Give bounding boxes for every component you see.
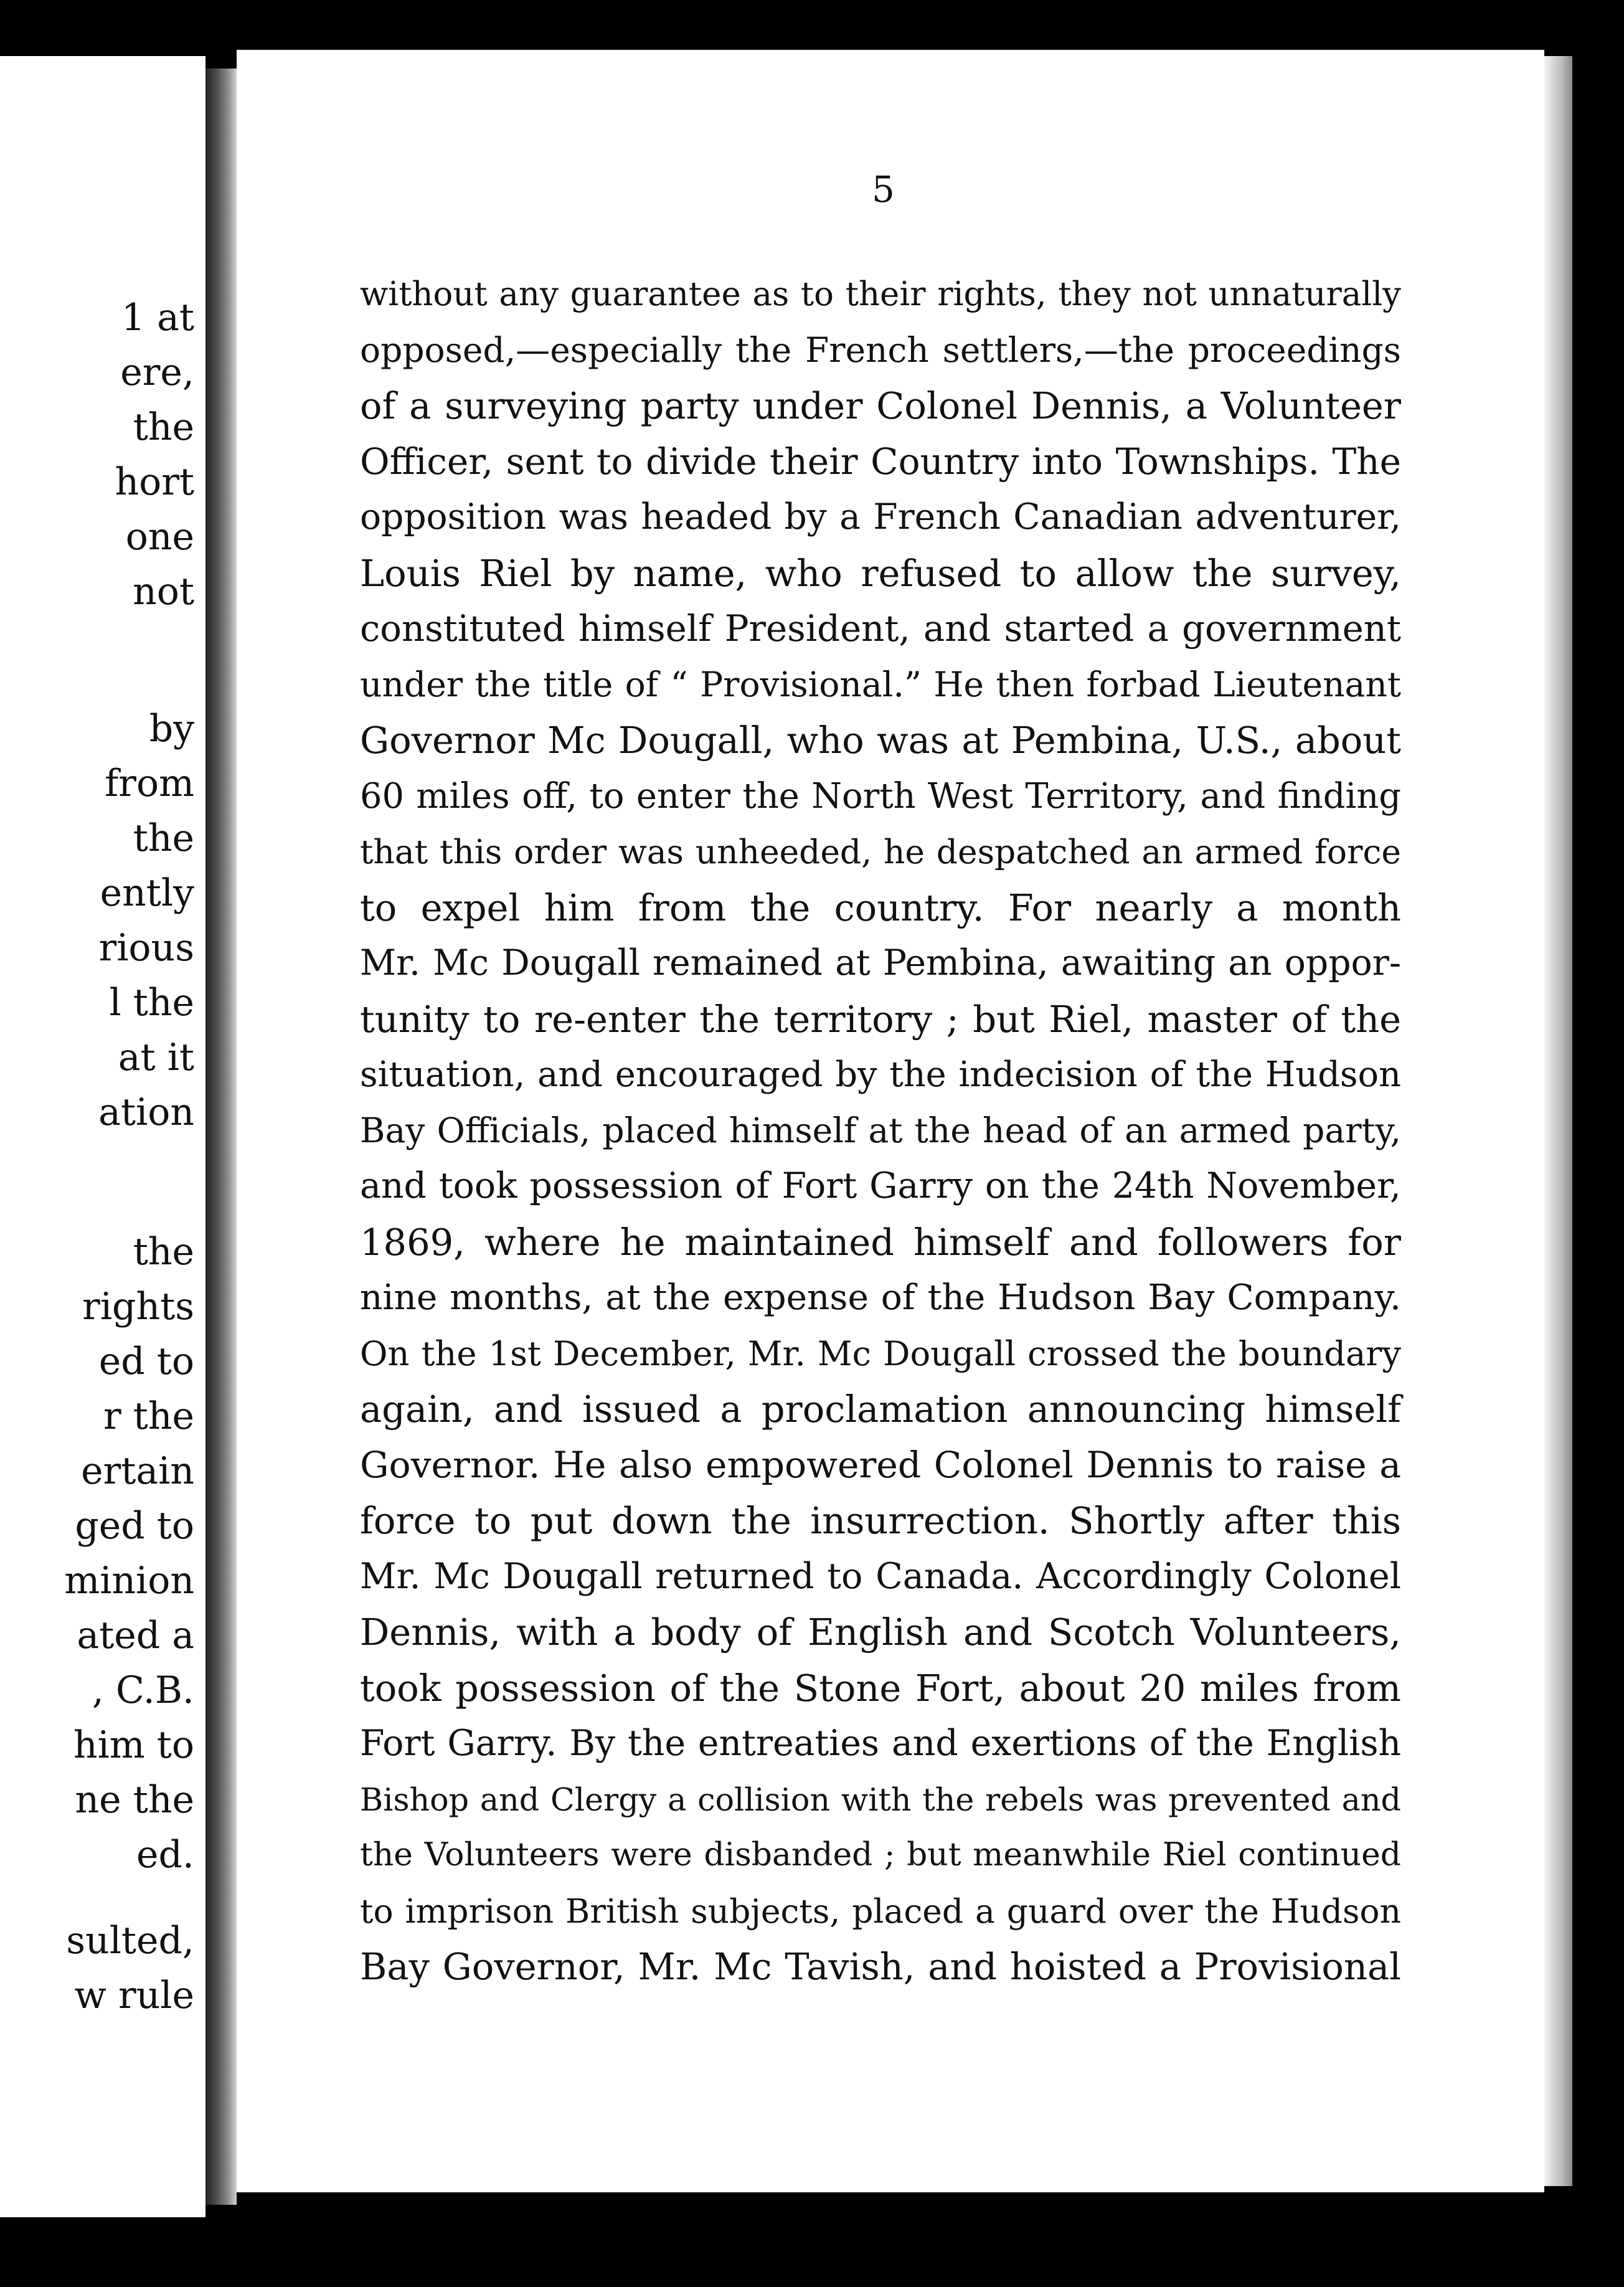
facing-page-line: ation [98,1091,194,1134]
text-line: took possession of the Stone Fort, about 20 miles from [360,1666,1401,1710]
facing-page-line: ed to [98,1340,194,1383]
facing-page-line: him to [73,1723,194,1767]
facing-page-line: one [125,515,194,559]
text-line: Dennis, with a body of English and Scotch Volunteers, [360,1611,1401,1654]
facing-page-line: l the [109,981,194,1025]
text-line: constituted himself President, and started a government [360,607,1401,650]
facing-page-line: r the [103,1394,194,1438]
text-line: tunity to re-enter the territory ; but Riel, master of the [360,997,1401,1041]
facing-page-line: ently [100,871,194,915]
facing-page-line: ne the [75,1778,194,1822]
text-line: of a surveying party under Colonel Dennis, a Volunteer [360,384,1401,427]
facing-page-line: ged to [75,1504,194,1548]
text-line: Officer, sent to divide their Country into Townships. The [360,440,1401,483]
text-line: to expel him from the country. For nearly a month [360,886,1401,929]
facing-page-line: sulted, [66,1919,194,1963]
text-line: Mr. Mc Dougall remained at Pembina, awaiting an oppor- [360,942,1401,983]
facing-page-line: hort [115,460,194,504]
facing-page-line: the [133,1230,194,1274]
text-line: force to put down the insurrection. Shortly after this [360,1499,1401,1542]
text-line: Governor. He also empowered Colonel Dennis to raise a [360,1443,1401,1486]
facing-page-line: ertain [81,1449,194,1493]
facing-page-line: rights [82,1285,194,1328]
book-gutter-shadow [205,69,237,2205]
text-line: under the title of “ Provisional.” He then forbad Lieutenant [360,664,1401,704]
text-line: Louis Riel by name, who refused to allow the survey, [360,551,1401,595]
facing-page-line: not [133,570,194,613]
facing-page-line: the [133,817,194,860]
text-line: situation, and encouraged by the indecision of the Hudson [360,1054,1401,1095]
text-line: nine months, at the expense of the Hudson Bay Company. [360,1277,1401,1318]
facing-page-line: ed. [136,1833,194,1877]
facing-page-line: 1 at [121,296,194,339]
text-line: and took possession of Fort Garry on the 24th November, [360,1165,1401,1206]
facing-page-line: ated a [77,1614,194,1657]
text-line: Bay Officials, placed himself at the head of an armed party, [360,1110,1401,1150]
text-line: On the 1st December, Mr. Mc Dougall crossed the boundary [360,1333,1401,1373]
facing-page-line: ere, [120,351,194,394]
facing-page-line: the [133,405,194,449]
text-line: 1869, where he maintained himself and followers for [360,1220,1401,1264]
text-line: that this order was unheeded, he despatched an armed force [360,832,1401,871]
text-line: again, and issued a proclamation announcing himself [360,1388,1401,1431]
text-line: Mr. Mc Dougall returned to Canada. Accordingly Colonel [360,1555,1401,1597]
facing-page-line: w rule [74,1974,194,2017]
text-line: without any guarantee as to their rights, they not unnaturally [360,275,1401,313]
facing-page-line: by [149,707,194,750]
text-line: opposed,—especially the French settlers,—the proceedings [360,329,1401,370]
page-edge-shadow [1544,56,1572,2186]
text-line: the Volunteers were disbanded ; but meanwhile Riel continued [360,1836,1401,1873]
body-text [360,267,1401,1995]
facing-page-line: minion [64,1559,194,1603]
text-line: to imprison British subjects, placed a guard over the Hudson [360,1891,1401,1931]
text-line: Bishop and Clergy a collision with the rebels was prevented and [360,1781,1401,1818]
facing-page-line: at it [118,1036,194,1079]
text-line: 60 miles off, to enter the North West Territory, and finding [360,775,1401,817]
facing-page-fragment [0,56,205,2217]
text-line: Governor Mc Dougall, who was at Pembina, U.S., about [360,719,1401,762]
text-line: Fort Garry. By the entreaties and exertions of the English [360,1723,1401,1764]
facing-page-line: rious [98,926,194,970]
text-line: Bay Governor, Mr. Mc Tavish, and hoisted a Provisional [360,1945,1401,1988]
facing-page-line: , C.B. [92,1669,194,1712]
text-line: opposition was headed by a French Canadian adventurer, [360,496,1401,537]
page-number: 5 [872,168,895,211]
facing-page-line: from [105,762,194,805]
